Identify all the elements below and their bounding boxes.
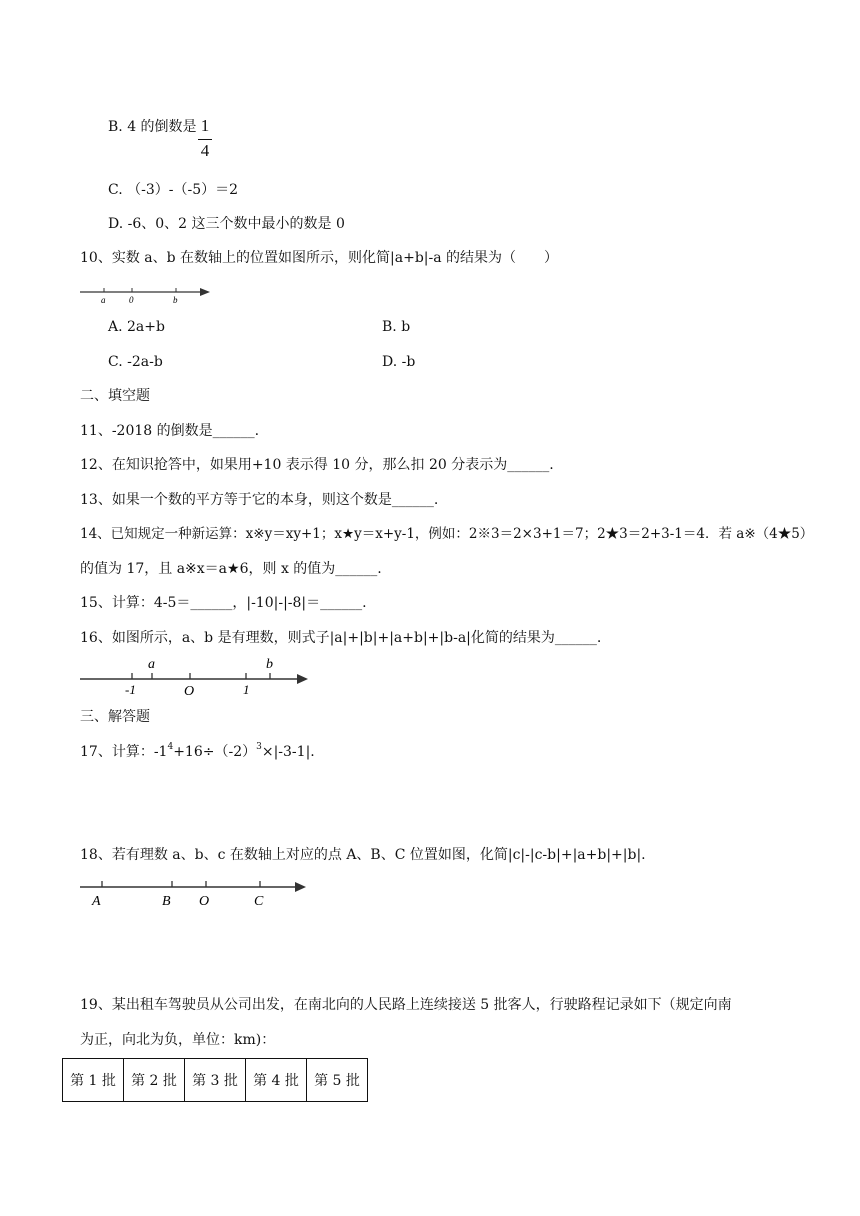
q12: 12、在知识抢答中，如果用+10 表示得 10 分，那么扣 20 分表示为______. (80, 457, 554, 473)
q19-line-1: 19、某出租车驾驶员从公司出发，在南北向的人民路上连续接送 5 批客人，行驶路程记录如下（规定向南 (80, 997, 732, 1013)
q11: 11、-2018 的倒数是______. (80, 423, 260, 439)
axis-label-b: b (266, 657, 273, 672)
q17-exponent-2: 3 (256, 742, 262, 752)
fraction-denominator: 4 (200, 141, 210, 160)
axis-label-0: 0 (129, 295, 134, 305)
axis-label-a: a (148, 657, 155, 672)
q17-suffix: ×|-3-1|. (261, 744, 315, 760)
table-cell: 第 4 批 (246, 1059, 307, 1102)
q10-option-c: C. -2a-b (108, 354, 163, 370)
axis-label-B: B (162, 894, 171, 909)
q9-option-c: C. （-3）-（-5）＝2 (108, 182, 239, 198)
q14-line-2: 的值为 17，且 a※x＝a★6，则 x 的值为______. (80, 561, 382, 577)
section-heading-solve: 三、解答题 (80, 709, 150, 725)
q17 (80, 742, 315, 762)
q9-option-b: B. 4 的倒数是 (108, 119, 197, 135)
axis-label-1: 1 (243, 682, 250, 697)
q14-line-1: 14、已知规定一种新运算：x※y＝xy+1；x★y＝x+y-1，例如：2※3＝2×3+1＝7；2★3＝2+3-1＝4．若 a※（4★5） (80, 526, 814, 542)
q10-option-b: B. b (382, 319, 411, 335)
q10-stem: 10、实数 a、b 在数轴上的位置如图所示，则化简|a+b|-a 的结果为（ ） (80, 250, 559, 266)
q19-line-2: 为正，向北为负，单位：km)： (80, 1032, 276, 1048)
axis-label-C: C (254, 894, 264, 909)
q16: 16、如图所示，a、b 是有理数，则式子|a|+|b|+|a+b|+|b-a|化简的结果为______. (80, 630, 602, 646)
q19-table (62, 1058, 368, 1102)
axis-label-a: a (101, 295, 106, 305)
table-cell: 第 2 批 (124, 1059, 185, 1102)
q17-exponent-1: 4 (167, 742, 174, 752)
table-cell: 第 5 批 (307, 1059, 368, 1102)
fraction-bar (198, 139, 212, 140)
axis-label-O: O (199, 894, 210, 909)
fraction-numerator: 1 (200, 116, 210, 135)
table-cell: 第 1 批 (63, 1059, 124, 1102)
q17-middle: +16÷（-2） (173, 744, 257, 760)
axis-label-origin: O (184, 684, 195, 697)
q18: 18、若有理数 a、b、c 在数轴上对应的点 A、B、C 位置如图，化简|c|-|c-b|+|a+b|+|b|. (80, 847, 646, 863)
axis-label-A: A (92, 894, 101, 909)
q10-option-d: D. -b (382, 354, 416, 370)
table-cell: 第 3 批 (185, 1059, 246, 1102)
q15: 15、计算：4-5＝______，|-10|-|-8|＝______. (80, 595, 367, 611)
q10-number-line (78, 282, 212, 306)
axis-label-b: b (173, 295, 178, 305)
q16-number-line (78, 655, 310, 697)
q10-option-a: A. 2a+b (108, 319, 165, 335)
q13: 13、如果一个数的平方等于它的本身，则这个数是______. (80, 492, 439, 508)
axis-label-minus-1: -1 (125, 682, 136, 697)
table-row (63, 1059, 368, 1102)
q17-prefix: 17、计算：-1 (80, 744, 168, 760)
q9-option-d: D. -6、0、2 这三个数中最小的数是 0 (108, 216, 345, 232)
section-heading-fill-in: 二、填空题 (80, 388, 150, 404)
q18-number-line (78, 873, 310, 909)
